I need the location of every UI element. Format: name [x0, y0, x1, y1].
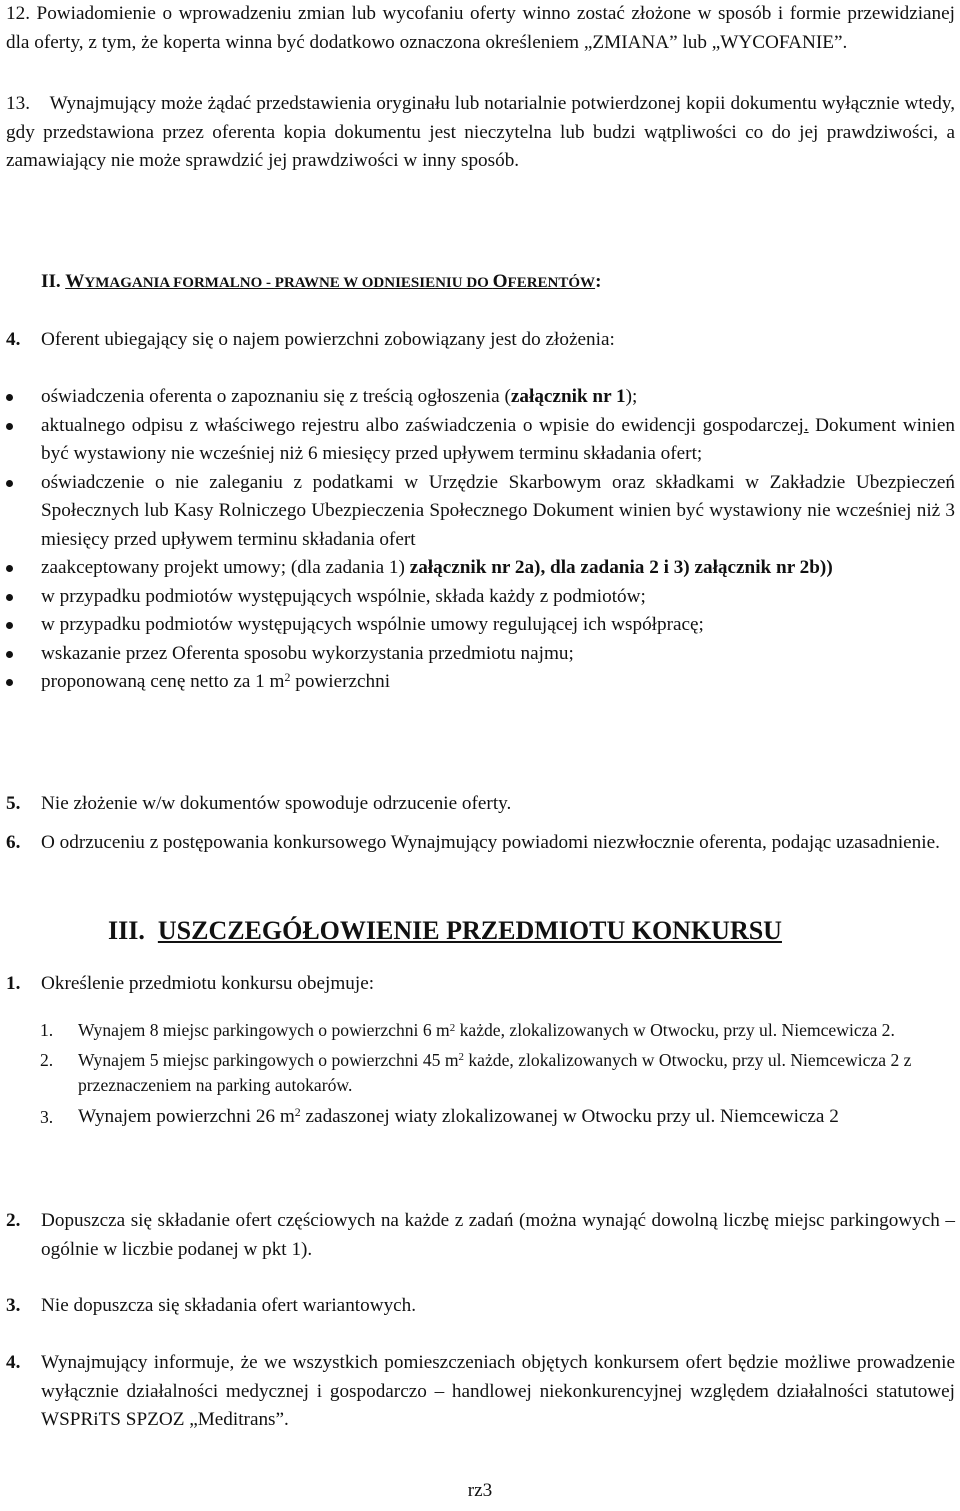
- paragraph-text: Nie dopuszcza się składania ofert wariantowych.: [41, 1295, 417, 1316]
- bullet-icon: [6, 394, 13, 401]
- list-item: aktualnego odpisu z właściwego rejestru albo zaświadczenia o wpisie do ewidencji gospodarczej. Dokument winien być wystawiony nie wcześniej niż 6 miesięcy przed upływem terminu składania ofert;: [6, 412, 955, 469]
- paragraph-s3-2: [6, 1207, 955, 1264]
- requirements-list: [6, 383, 955, 697]
- list-item: oświadczenia oferenta o zapoznaniu się z treścią ogłoszenia (załącznik nr 1);: [6, 383, 955, 412]
- subject-list: [40, 1018, 930, 1131]
- paragraph-text: Nie złożenie w/w dokumentów spowoduje odrzucenie oferty.: [41, 793, 512, 814]
- section-heading-2: II. WYMAGANIA FORMALNO - PRAWNE W ODNIESIENIU DO OFERENTÓW:: [41, 271, 602, 292]
- section-heading-3: [108, 914, 782, 948]
- list-item: wskazanie przez Oferenta sposobu wykorzystania przedmiotu najmu;: [6, 640, 955, 669]
- paragraph-s3-1: [6, 970, 955, 999]
- item-number: 4.: [6, 1352, 21, 1373]
- paragraph-6: [6, 829, 955, 858]
- paragraph-text: Określenie przedmiotu konkursu obejmuje:: [41, 973, 375, 994]
- item-number: 13.: [6, 93, 30, 114]
- list-item: w przypadku podmiotów występujących wspólnie umowy regulującej ich współpracę;: [6, 611, 955, 640]
- paragraph-13: [6, 90, 955, 176]
- paragraph-text: Dopuszcza się składanie ofert częściowych na każde z zadań (można wynająć dowolną liczbę miejsc parkingowych – ogólnie w liczbie podanej w pkt 1).: [41, 1210, 955, 1260]
- paragraph-5: [6, 790, 955, 819]
- paragraph-s3-4: [6, 1349, 955, 1435]
- bullet-icon: [6, 480, 13, 487]
- section-numeral: II.: [41, 271, 61, 292]
- paragraph-text: Oferent ubiegający się o najem powierzchni zobowiązany jest do złożenia:: [41, 329, 615, 350]
- bullet-icon: [6, 565, 13, 572]
- list-item: w przypadku podmiotów występujących wspólnie, składa każdy z podmiotów;: [6, 583, 955, 612]
- paragraph-text: O odrzuceniu z postępowania konkursowego Wynajmujący powiadomi niezwłocznie oferenta, podając uzasadnienie.: [41, 832, 940, 853]
- bullet-icon: [6, 651, 13, 658]
- list-item: 2. Wynajem 5 miejsc parkingowych o powierzchni 45 $m^2$ każde, zlokalizowanych w Otwocku, przy ul. Niemcewicza 2 z przeznaczeniem na parking autokarów.: [40, 1049, 912, 1095]
- item-number: 1.: [6, 973, 21, 994]
- bullet-icon: [6, 622, 13, 629]
- paragraph-4: [6, 326, 955, 355]
- paragraph-12: [6, 0, 955, 57]
- item-number: 5.: [6, 793, 21, 814]
- page-number: rz3: [467, 1480, 493, 1501]
- list-item: 1. Wynajem 8 miejsc parkingowych o powierzchni 6 $m^2$ każde, zlokalizowanych w Otwocku, przy ul. Niemcewicza 2.: [40, 1020, 895, 1040]
- list-item: 3. Wynajem powierzchni 26 $m^2$ zadaszonej wiaty zlokalizowanej w Otwocku przy ul. Niemcewicza 2: [40, 1104, 839, 1127]
- item-number: 6.: [6, 832, 21, 853]
- bullet-icon: [6, 679, 13, 686]
- item-number: 2.: [6, 1210, 21, 1231]
- paragraph-text: Wynajmujący może żądać przedstawienia oryginału lub notarialnie potwierdzonej kopii dokumentu wyłącznie wtedy, gdy przedstawiona przez oferenta kopia dokumentu jest nieczytelna lub budzi wątpliwości co do jej prawdziwości, a zamawiający nie może sprawdzić jej prawdziwości w inny sposób.: [6, 93, 955, 171]
- paragraph-s3-3: [6, 1292, 955, 1321]
- bullet-icon: [6, 594, 13, 601]
- item-number: 4.: [6, 329, 21, 350]
- section-numeral: III.: [108, 916, 145, 945]
- paragraph-text: Wynajmujący informuje, że we wszystkich pomieszczeniach objętych konkursem ofert będzie możliwe prowadzenie wyłącznie działalności medycznej i gospodarczo – handlowej niekonkurencyjnej względem działalności statutowej WSPRiTS SPZOZ „Meditrans”.: [41, 1352, 955, 1430]
- item-number: 3.: [6, 1295, 21, 1316]
- list-item: zaakceptowany projekt umowy; (dla zadania 1) załącznik nr 2a), dla zadania 2 i 3) załącznik nr 2b)): [6, 554, 955, 583]
- bullet-icon: [6, 423, 13, 430]
- section-title: USZCZEGÓŁOWIENIE PRZEDMIOTU KONKURSU: [157, 916, 782, 945]
- paragraph-text: Powiadomienie o wprowadzeniu zmian lub wycofaniu oferty winno zostać złożone w sposób i formie przewidzianej dla oferty, z tym, że koperta winna być dodatkowo oznaczona określeniem „ZMIANA” lub „WYCOFANIE”.: [6, 3, 955, 53]
- section-title: WYMAGANIA FORMALNO - PRAWNE W ODNIESIENIU DO OFERENTÓW: [65, 271, 596, 292]
- item-number: 12.: [6, 3, 30, 24]
- list-item: oświadczenie o nie zaleganiu z podatkami w Urzędzie Skarbowym oraz składkami w Zakładzie Ubezpieczeń Społecznych lub Kasy Rolniczego Ubezpieczenia Społecznego Dokument winien być wystawiony nie wcześniej niż 3 miesięcy przed upływem terminu składania ofert: [6, 469, 955, 555]
- page-footer: [0, 1480, 960, 1502]
- list-item: proponowaną cenę netto za 1 $m^2$ powierzchni: [6, 668, 955, 697]
